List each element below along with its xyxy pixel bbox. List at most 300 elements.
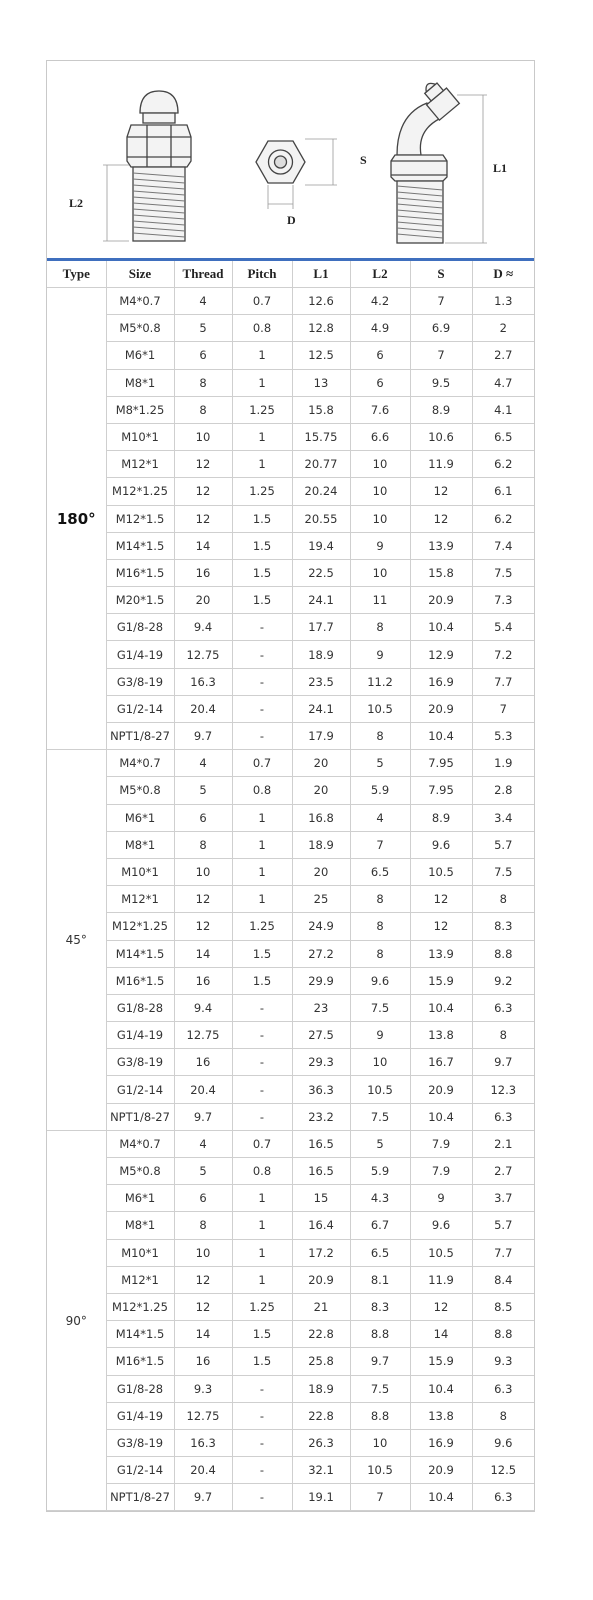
- table-row: [47, 478, 534, 505]
- hex-top-view: [256, 141, 305, 183]
- table-cell: M4*0.7: [106, 288, 174, 315]
- table-cell: 9.7: [350, 1348, 410, 1375]
- table-cell: M12*1: [106, 451, 174, 478]
- table-cell: 9.3: [472, 1348, 534, 1375]
- table-cell: 17.7: [292, 614, 350, 641]
- table-cell: 22.5: [292, 559, 350, 586]
- table-cell: 6.1: [472, 478, 534, 505]
- table-cell: NPT1/8-27: [106, 1484, 174, 1511]
- l1-dimension: [445, 95, 487, 243]
- table-cell: 9.7: [174, 1484, 232, 1511]
- table-cell: 7.9: [410, 1130, 472, 1157]
- table-cell: 9.4: [174, 614, 232, 641]
- table-cell: 8: [472, 1022, 534, 1049]
- table-cell: 17.2: [292, 1239, 350, 1266]
- table-cell: 8.4: [472, 1266, 534, 1293]
- table-cell: -: [232, 994, 292, 1021]
- table-cell: M12*1: [106, 1266, 174, 1293]
- table-cell: 1: [232, 369, 292, 396]
- table-cell: 16.9: [410, 668, 472, 695]
- table-cell: M16*1.5: [106, 1348, 174, 1375]
- table-cell: 22.8: [292, 1402, 350, 1429]
- table-cell: M10*1: [106, 423, 174, 450]
- table-cell: M14*1.5: [106, 532, 174, 559]
- table-cell: G1/4-19: [106, 641, 174, 668]
- table-cell: M8*1: [106, 369, 174, 396]
- table-row: [47, 886, 534, 913]
- table-row: [47, 994, 534, 1021]
- table-cell: 1.25: [232, 478, 292, 505]
- table-cell: 9.6: [472, 1429, 534, 1456]
- table-row: [47, 750, 534, 777]
- table-row: [47, 1321, 534, 1348]
- table-row: [47, 1076, 534, 1103]
- table-cell: 10.4: [410, 614, 472, 641]
- table-cell: 8.8: [472, 1321, 534, 1348]
- table-cell: 10.6: [410, 423, 472, 450]
- table-cell: 8.8: [350, 1321, 410, 1348]
- table-cell: 12: [410, 478, 472, 505]
- table-cell: 9.7: [472, 1049, 534, 1076]
- table-cell: 10: [174, 423, 232, 450]
- table-cell: 7.95: [410, 750, 472, 777]
- table-cell: 16: [174, 967, 232, 994]
- table-cell: 2.8: [472, 777, 534, 804]
- table-cell: 10: [174, 858, 232, 885]
- table-cell: 6.2: [472, 451, 534, 478]
- table-cell: 1.5: [232, 559, 292, 586]
- table-cell: 4: [174, 750, 232, 777]
- table-cell: G1/8-28: [106, 614, 174, 641]
- table-cell: 14: [410, 1321, 472, 1348]
- table-row: [47, 288, 534, 315]
- table-cell: M12*1.25: [106, 478, 174, 505]
- table-cell: 1.5: [232, 967, 292, 994]
- table-cell: 19.4: [292, 532, 350, 559]
- table-cell: 12: [174, 1266, 232, 1293]
- table-cell: 16.9: [410, 1429, 472, 1456]
- table-cell: G1/2-14: [106, 1076, 174, 1103]
- table-cell: 24.1: [292, 695, 350, 722]
- table-row: [47, 967, 534, 994]
- table-cell: 7.5: [350, 994, 410, 1021]
- table-cell: 5.7: [472, 831, 534, 858]
- table-cell: G1/8-28: [106, 1375, 174, 1402]
- table-row: [47, 1103, 534, 1130]
- table-cell: 4.1: [472, 396, 534, 423]
- table-cell: 32.1: [292, 1457, 350, 1484]
- table-cell: 20.9: [292, 1266, 350, 1293]
- table-cell: 5.9: [350, 1158, 410, 1185]
- table-row: [47, 559, 534, 586]
- table-cell: 9.7: [174, 723, 232, 750]
- table-cell: 7.7: [472, 668, 534, 695]
- table-cell: 9.3: [174, 1375, 232, 1402]
- table-cell: 16.4: [292, 1212, 350, 1239]
- fitting-diagram: [47, 61, 534, 258]
- table-cell: 6.5: [350, 858, 410, 885]
- table-cell: 12.8: [292, 315, 350, 342]
- table-cell: 1.25: [232, 396, 292, 423]
- table-cell: 8: [350, 614, 410, 641]
- table-row: [47, 1348, 534, 1375]
- table-cell: 16.3: [174, 1429, 232, 1456]
- table-cell: M12*1.25: [106, 913, 174, 940]
- table-row: [47, 1239, 534, 1266]
- table-cell: 10: [350, 478, 410, 505]
- table-cell: -: [232, 1022, 292, 1049]
- table-cell: M8*1.25: [106, 396, 174, 423]
- table-cell: 12.75: [174, 1402, 232, 1429]
- table-cell: G1/2-14: [106, 695, 174, 722]
- table-row: [47, 940, 534, 967]
- table-cell: 8: [350, 886, 410, 913]
- table-cell: 8: [350, 723, 410, 750]
- table-cell: 20.9: [410, 1457, 472, 1484]
- table-row: [47, 804, 534, 831]
- table-cell: 14: [174, 532, 232, 559]
- table-cell: 1: [232, 1239, 292, 1266]
- table-cell: 8: [350, 913, 410, 940]
- table-cell: 21: [292, 1293, 350, 1320]
- table-cell: 1: [232, 423, 292, 450]
- table-cell: 29.3: [292, 1049, 350, 1076]
- table-cell: -: [232, 723, 292, 750]
- table-cell: 10.5: [350, 1076, 410, 1103]
- table-cell: 12: [410, 1293, 472, 1320]
- table-cell: 12: [410, 505, 472, 532]
- table-row: [47, 614, 534, 641]
- table-row: [47, 1130, 534, 1157]
- table-row: [47, 668, 534, 695]
- table-cell: 9.4: [174, 994, 232, 1021]
- spec-sheet: [46, 60, 535, 1512]
- table-cell: 9.5: [410, 369, 472, 396]
- table-cell: 6.3: [472, 994, 534, 1021]
- table-cell: M16*1.5: [106, 559, 174, 586]
- table-row: [47, 1266, 534, 1293]
- table-cell: 10.5: [410, 1239, 472, 1266]
- table-cell: 5: [174, 777, 232, 804]
- table-cell: G3/8-19: [106, 1049, 174, 1076]
- table-cell: 25: [292, 886, 350, 913]
- table-cell: 8: [174, 1212, 232, 1239]
- table-cell: G3/8-19: [106, 1429, 174, 1456]
- table-cell: 12: [174, 505, 232, 532]
- table-cell: 4: [350, 804, 410, 831]
- table-cell: 18.9: [292, 1375, 350, 1402]
- table-cell: 13: [292, 369, 350, 396]
- table-cell: 16: [174, 1049, 232, 1076]
- table-cell: 10.4: [410, 1103, 472, 1130]
- table-cell: M5*0.8: [106, 1158, 174, 1185]
- spec-table: [47, 261, 534, 1511]
- table-cell: 5: [174, 1158, 232, 1185]
- table-cell: 8: [350, 940, 410, 967]
- table-cell: 25.8: [292, 1348, 350, 1375]
- table-cell: 7: [472, 695, 534, 722]
- table-cell: 0.7: [232, 750, 292, 777]
- column-header: Pitch: [232, 261, 292, 288]
- table-cell: M4*0.7: [106, 1130, 174, 1157]
- table-cell: 4: [174, 1130, 232, 1157]
- table-cell: 1: [232, 1212, 292, 1239]
- table-cell: M6*1: [106, 1185, 174, 1212]
- table-cell: 12.5: [292, 342, 350, 369]
- table-cell: 1.3: [472, 288, 534, 315]
- table-row: [47, 1429, 534, 1456]
- table-cell: 16.8: [292, 804, 350, 831]
- table-cell: 5: [350, 1130, 410, 1157]
- table-cell: 10.4: [410, 1375, 472, 1402]
- table-cell: M16*1.5: [106, 967, 174, 994]
- table-cell: 9: [350, 532, 410, 559]
- table-cell: 4.3: [350, 1185, 410, 1212]
- table-cell: 7.3: [472, 587, 534, 614]
- table-cell: 6.9: [410, 315, 472, 342]
- table-cell: 7.7: [472, 1239, 534, 1266]
- table-row: [47, 396, 534, 423]
- table-cell: 20: [292, 750, 350, 777]
- table-cell: 11.9: [410, 451, 472, 478]
- table-cell: 10.4: [410, 994, 472, 1021]
- table-cell: 24.9: [292, 913, 350, 940]
- table-cell: 10.5: [350, 1457, 410, 1484]
- table-cell: 11.2: [350, 668, 410, 695]
- table-cell: 16: [174, 559, 232, 586]
- table-cell: 23.5: [292, 668, 350, 695]
- table-row: [47, 858, 534, 885]
- table-cell: 16.5: [292, 1130, 350, 1157]
- table-cell: M5*0.8: [106, 315, 174, 342]
- table-header-row: [47, 261, 534, 288]
- table-cell: -: [232, 1049, 292, 1076]
- table-cell: 2: [472, 315, 534, 342]
- table-row: [47, 1022, 534, 1049]
- table-cell: 16.7: [410, 1049, 472, 1076]
- table-cell: 14: [174, 1321, 232, 1348]
- table-cell: 2.7: [472, 342, 534, 369]
- table-cell: 0.8: [232, 1158, 292, 1185]
- table-cell: 8.3: [472, 913, 534, 940]
- table-cell: 20.77: [292, 451, 350, 478]
- table-cell: 1.5: [232, 505, 292, 532]
- table-cell: 6.6: [350, 423, 410, 450]
- table-row: [47, 1293, 534, 1320]
- table-cell: 6: [174, 1185, 232, 1212]
- column-header: Thread: [174, 261, 232, 288]
- table-cell: 6.7: [350, 1212, 410, 1239]
- table-cell: M14*1.5: [106, 1321, 174, 1348]
- table-cell: 1: [232, 451, 292, 478]
- table-row: [47, 315, 534, 342]
- s-label: S: [360, 153, 367, 167]
- table-cell: 12.5: [472, 1457, 534, 1484]
- table-cell: 9: [350, 641, 410, 668]
- table-cell: 15: [292, 1185, 350, 1212]
- table-cell: -: [232, 1375, 292, 1402]
- column-header: S: [410, 261, 472, 288]
- table-cell: 26.3: [292, 1429, 350, 1456]
- table-cell: 12: [410, 913, 472, 940]
- table-row: [47, 1158, 534, 1185]
- table-cell: 15.9: [410, 967, 472, 994]
- table-cell: M12*1.5: [106, 505, 174, 532]
- table-cell: G1/2-14: [106, 1457, 174, 1484]
- table-cell: 23.2: [292, 1103, 350, 1130]
- table-cell: M4*0.7: [106, 750, 174, 777]
- table-row: [47, 1484, 534, 1511]
- column-header: Type: [47, 261, 106, 288]
- table-cell: 16: [174, 1348, 232, 1375]
- column-header: L2: [350, 261, 410, 288]
- table-cell: 10.4: [410, 1484, 472, 1511]
- table-cell: G1/4-19: [106, 1402, 174, 1429]
- table-cell: 8: [174, 369, 232, 396]
- table-cell: 2.1: [472, 1130, 534, 1157]
- table-cell: M5*0.8: [106, 777, 174, 804]
- table-cell: G1/4-19: [106, 1022, 174, 1049]
- table-cell: M6*1: [106, 804, 174, 831]
- table-cell: 20: [292, 858, 350, 885]
- table-cell: 1: [232, 804, 292, 831]
- table-cell: 10: [350, 559, 410, 586]
- table-cell: 1: [232, 1185, 292, 1212]
- table-cell: 15.8: [410, 559, 472, 586]
- table-cell: 5.4: [472, 614, 534, 641]
- table-cell: G3/8-19: [106, 668, 174, 695]
- table-cell: 12: [174, 1293, 232, 1320]
- table-cell: -: [232, 1484, 292, 1511]
- table-cell: 20.24: [292, 478, 350, 505]
- table-cell: 5.3: [472, 723, 534, 750]
- table-cell: 10: [350, 1429, 410, 1456]
- table-cell: -: [232, 1103, 292, 1130]
- table-cell: 4.9: [350, 315, 410, 342]
- table-cell: 8.8: [350, 1402, 410, 1429]
- table-row: [47, 695, 534, 722]
- table-cell: 13.9: [410, 940, 472, 967]
- table-cell: 12: [174, 478, 232, 505]
- table-row: [47, 1457, 534, 1484]
- table-cell: 29.9: [292, 967, 350, 994]
- table-cell: 8.8: [472, 940, 534, 967]
- table-cell: 7: [410, 288, 472, 315]
- table-cell: 10.5: [350, 695, 410, 722]
- table-cell: 5.7: [472, 1212, 534, 1239]
- table-cell: 13.9: [410, 532, 472, 559]
- table-cell: 15.75: [292, 423, 350, 450]
- table-cell: 7.6: [350, 396, 410, 423]
- table-cell: 1: [232, 1266, 292, 1293]
- table-cell: 20.9: [410, 587, 472, 614]
- table-cell: 20.4: [174, 695, 232, 722]
- table-cell: 7.5: [472, 559, 534, 586]
- table-cell: 20: [292, 777, 350, 804]
- table-cell: 0.7: [232, 1130, 292, 1157]
- table-row: [47, 723, 534, 750]
- table-cell: 0.8: [232, 315, 292, 342]
- table-cell: 7.5: [350, 1375, 410, 1402]
- table-row: [47, 777, 534, 804]
- table-row: [47, 913, 534, 940]
- table-cell: 8.3: [350, 1293, 410, 1320]
- table-cell: 27.2: [292, 940, 350, 967]
- table-cell: 2.7: [472, 1158, 534, 1185]
- table-cell: 1.9: [472, 750, 534, 777]
- table-cell: 12.75: [174, 1022, 232, 1049]
- table-cell: M10*1: [106, 858, 174, 885]
- table-cell: -: [232, 1457, 292, 1484]
- table-cell: 20: [174, 587, 232, 614]
- table-cell: 18.9: [292, 641, 350, 668]
- table-cell: 10: [350, 505, 410, 532]
- table-cell: 3.7: [472, 1185, 534, 1212]
- table-cell: 9.6: [410, 1212, 472, 1239]
- table-cell: 1.5: [232, 1348, 292, 1375]
- table-cell: 22.8: [292, 1321, 350, 1348]
- table-row: [47, 587, 534, 614]
- table-row: [47, 831, 534, 858]
- table-cell: 1.25: [232, 913, 292, 940]
- table-cell: 20.4: [174, 1457, 232, 1484]
- table-cell: M10*1: [106, 1239, 174, 1266]
- table-cell: 8.9: [410, 396, 472, 423]
- table-cell: 36.3: [292, 1076, 350, 1103]
- table-cell: 4.2: [350, 288, 410, 315]
- table-cell: 1.25: [232, 1293, 292, 1320]
- table-cell: 3.4: [472, 804, 534, 831]
- table-cell: 13.8: [410, 1022, 472, 1049]
- table-cell: 1.5: [232, 940, 292, 967]
- l2-label: L2: [69, 196, 84, 210]
- table-cell: 12.75: [174, 641, 232, 668]
- table-cell: 9.2: [472, 967, 534, 994]
- column-header: Size: [106, 261, 174, 288]
- table-cell: 7: [350, 1484, 410, 1511]
- table-cell: 0.8: [232, 777, 292, 804]
- table-cell: M8*1: [106, 831, 174, 858]
- table-cell: 10: [350, 451, 410, 478]
- table-cell: 10: [350, 1049, 410, 1076]
- table-cell: 5.9: [350, 777, 410, 804]
- table-cell: M6*1: [106, 342, 174, 369]
- type-cell: 90°: [47, 1130, 106, 1511]
- table-cell: 19.1: [292, 1484, 350, 1511]
- table-cell: 8.9: [410, 804, 472, 831]
- column-header: D ≈: [472, 261, 534, 288]
- table-cell: 16.5: [292, 1158, 350, 1185]
- table-cell: 20.55: [292, 505, 350, 532]
- table-cell: 20.9: [410, 695, 472, 722]
- table-cell: 4: [174, 288, 232, 315]
- table-cell: 8: [472, 1402, 534, 1429]
- table-cell: 4.7: [472, 369, 534, 396]
- table-cell: 9.7: [174, 1103, 232, 1130]
- table-cell: 0.7: [232, 288, 292, 315]
- table-row: [47, 1402, 534, 1429]
- table-row: [47, 342, 534, 369]
- table-cell: 18.9: [292, 831, 350, 858]
- table-row: [47, 532, 534, 559]
- table-cell: 12: [174, 913, 232, 940]
- table-cell: 8: [472, 886, 534, 913]
- table-cell: 6: [350, 369, 410, 396]
- table-cell: 7.5: [350, 1103, 410, 1130]
- table-cell: 13.8: [410, 1402, 472, 1429]
- table-cell: 7.5: [472, 858, 534, 885]
- table-cell: 7.2: [472, 641, 534, 668]
